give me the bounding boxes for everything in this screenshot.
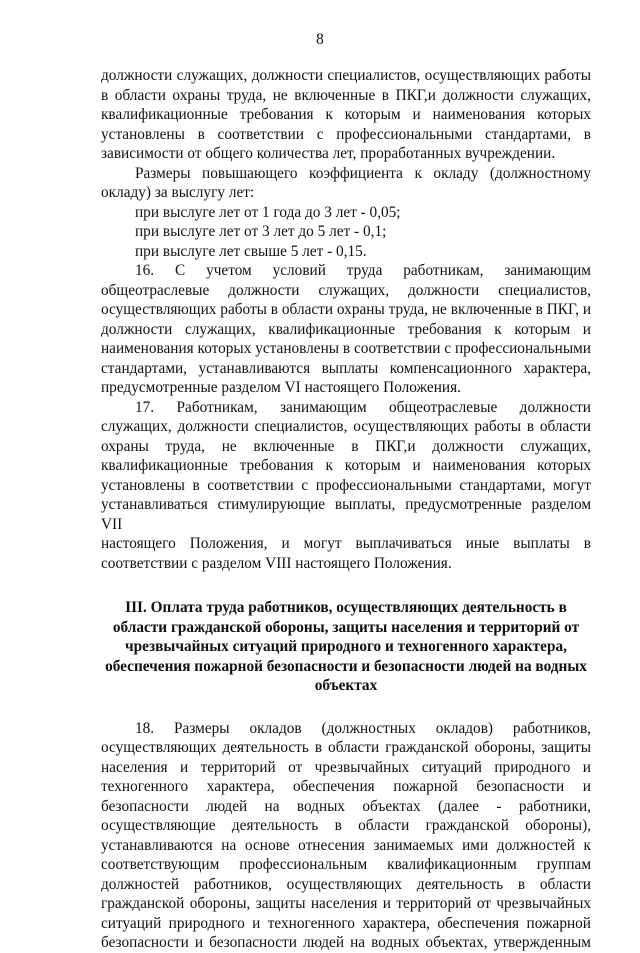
page-number: 8 — [316, 31, 324, 48]
item-16-paragraph — [101, 261, 591, 398]
heading-line: III. Оплата труда работников, осуществляющих деятельность в — [125, 599, 567, 616]
text-line: настоящего Положения, и могут выплачиваться иные выплаты в — [101, 535, 591, 552]
text-line: окладу) за выслугу лет: — [101, 184, 255, 201]
list-item: при выслуге лет от 1 года до 3 лет - 0,05; — [135, 203, 401, 221]
item-18-paragraph — [101, 719, 591, 953]
text-line: устанавливаются на основе отнесения занимаемых ими должностей к — [101, 836, 591, 854]
text-line: осуществляющих деятельность в области гражданской обороны, защиты — [101, 739, 591, 756]
text-line: ситуаций природного и техногенного характера, обеспечения пожарной — [101, 914, 591, 932]
text-line: соответствующим профессиональным квалификационным группам — [101, 856, 591, 873]
text-line: общеотраслевые должности служащих, должности специалистов, — [101, 281, 591, 299]
text-line: зависимости от общего количества лет, проработанных вучреждении. — [101, 145, 556, 162]
text-line: должности служащих, квалификационные требования к которым и — [101, 320, 591, 338]
text-line: предусмотренные разделом VI настоящего Положения. — [101, 379, 461, 396]
list-item: при выслуге лет свыше 5 лет - 0,15. — [135, 242, 367, 260]
text-line: наименования которых установлены в соответствии с профессиональными — [101, 340, 591, 357]
text-line: квалификационные требования к которым и наименования которых — [101, 106, 591, 123]
text-line: Размеры повышающего коэффициента к окладу (должностному — [135, 164, 591, 182]
text-line: безопасности людей на водных объектах (далее - работники, — [101, 797, 591, 815]
text-line: гражданской обороны, защиты населения и территорий от чрезвычайных — [101, 895, 591, 912]
text-line: населения и территорий от чрезвычайных ситуаций природного и — [101, 758, 591, 776]
text-line: охраны труда, не включенные в ПКГ,и должности служащих, — [101, 437, 591, 455]
heading-line: обеспечения пожарной безопасности и безопасности людей на водных — [105, 657, 587, 675]
text-line: осуществляющих работы в области охраны труда, не включенные в ПКГ, и — [101, 301, 591, 318]
text-line: 18. Размеры окладов (должностных окладов) работников, — [135, 719, 591, 737]
text-line: осуществляющие деятельность в области гражданской обороны), — [101, 817, 591, 834]
text-line: соответствии с разделом VIII настоящего Положения. — [101, 554, 452, 572]
text-line: устанавливаться стимулирующие выплаты, предусмотренные разделом VII — [101, 496, 591, 533]
document-body — [101, 66, 591, 953]
heading-line: объектах — [314, 677, 378, 694]
text-line: 17. Работникам, занимающим общеотраслевые должности — [135, 398, 591, 416]
heading-line: области гражданской обороны, защиты населения и территорий от — [112, 618, 580, 636]
list-item: при выслуге лет от 3 лет до 5 лет - 0,1; — [135, 223, 387, 240]
coefficient-paragraph — [101, 164, 591, 203]
text-line: техногенного характера, обеспечения пожарной безопасности и — [101, 778, 591, 795]
text-line: установлены в соответствии с профессиональными стандартами, в — [101, 125, 591, 143]
text-line: стандартами, устанавливаются выплаты компенсационного характера, — [101, 359, 591, 377]
item-17-paragraph — [101, 398, 591, 574]
text-line: безопасности и безопасности людей на водных объектах, утвержденным — [101, 934, 591, 951]
text-line: установлены в соответствии с профессиональными стандартами, могут — [101, 476, 591, 494]
text-line: должности служащих, должности специалистов, осуществляющих работы — [101, 67, 591, 84]
text-line: в области охраны труда, не включенные в ПКГ,и должности служащих, — [101, 86, 591, 104]
section-heading — [101, 598, 591, 696]
seniority-list — [101, 203, 591, 262]
text-line: служащих, должности специалистов, осуществляющих работы в области — [101, 418, 591, 435]
intro-paragraph — [101, 66, 591, 164]
text-line: квалификационные требования к которым и наименования которых — [101, 457, 591, 474]
heading-line: чрезвычайных ситуаций природного и техногенного характера, — [125, 638, 567, 655]
text-line: должностей работников, осуществляющих деятельность в области — [101, 875, 591, 893]
text-line: 16. С учетом условий труда работникам, занимающим — [135, 262, 591, 279]
